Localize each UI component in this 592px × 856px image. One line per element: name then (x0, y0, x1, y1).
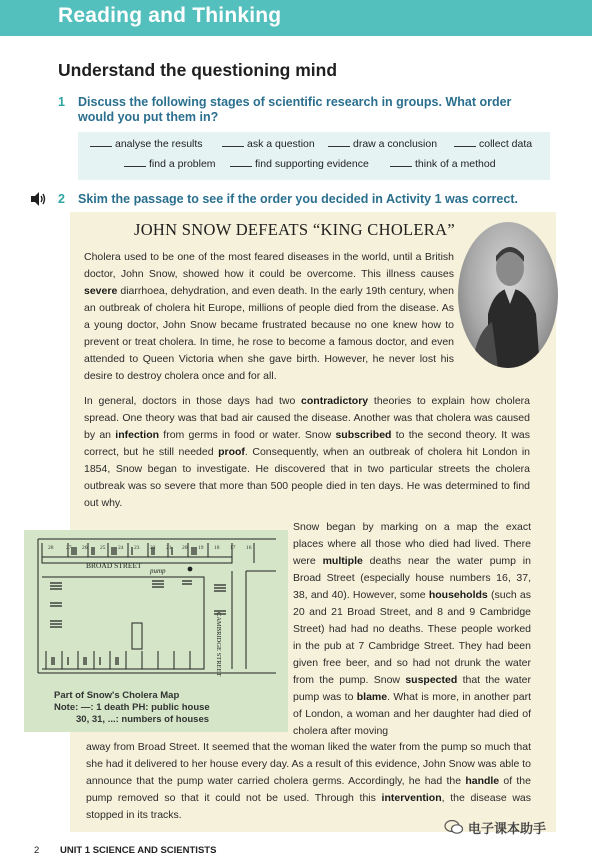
house-number: 21 (166, 545, 172, 551)
option-item (124, 158, 216, 170)
vocab-word: infection (115, 429, 160, 441)
passage-paragraph-1: Cholera used to be one of the most feared diseases in the world, until a British doctor, John Snow, showed how it could be overcome. This illness causes severe diarrhoea, dehydration, and even death. In the early 19th century, when an outbreak of cholera hit Europe, millions of people died from the disease. As a young doctor, John Snow became frustrated because no one knew how to prevent or treat cholera. In time, he rose to become a famous doctor, and even attended to Queen Victoria when she gave birth. However, he never lost his desire to destroy cholera once and for all. (84, 251, 454, 382)
question-2-text: Skim the passage to see if the order you decided in Activity 1 was correct. (78, 192, 518, 206)
john-snow-portrait (458, 222, 558, 368)
question-2-row (30, 191, 550, 209)
answer-blank[interactable] (90, 138, 112, 147)
banner-title: Reading and Thinking (58, 4, 282, 27)
unit-title: UNIT 1 SCIENCE AND SCIENTISTS (60, 845, 217, 856)
map-caption-note: Note: —: 1 death PH: public house (54, 702, 210, 713)
answer-blank[interactable] (390, 158, 412, 167)
option-item (90, 138, 203, 150)
option-item (222, 138, 315, 150)
house-number: 17 (230, 545, 236, 551)
passage-paragraph-2: In general, doctors in those days had two contradictory theories to explain how cholera spread. One theory was that bad air caused the disease. Another was that cholera was caused by an infection from germs in food or water. Snow subscribed to the second theory. It was correct, but he still needed proof. Consequently, when an outbreak of cholera hit London in 1854, Snow began to investigate. He discovered that in two particular streets the cholera outbreak was so severe that more than 500 people died in ten days. He was determined to find out why. (84, 395, 531, 509)
answer-blank[interactable] (222, 138, 244, 147)
option-label: analyse the results (115, 138, 203, 150)
broad-street-label: BROAD STREET (86, 561, 142, 570)
house-number: 19 (198, 545, 204, 551)
house-number: 28 (48, 545, 54, 551)
question-2-number: 2 (58, 192, 65, 206)
map-caption-houses: 30, 31, ...: numbers of houses (76, 714, 210, 725)
house-number: 22 (150, 545, 156, 551)
section-title: Understand the questioning mind (58, 60, 338, 80)
house-number: 27 (66, 545, 72, 551)
vocab-word: subscribed (335, 429, 392, 441)
header-banner (0, 0, 592, 36)
question-1-number: 1 (58, 95, 65, 109)
house-number: 20 (182, 545, 188, 551)
option-item (328, 138, 437, 150)
speaker-icon[interactable] (30, 192, 46, 206)
option-item (230, 158, 369, 170)
answer-blank[interactable] (230, 158, 252, 167)
house-number-row (44, 545, 274, 555)
map-caption (54, 690, 210, 726)
option-label: find supporting evidence (255, 158, 369, 170)
house-number: 26 (82, 545, 88, 551)
house-number: 24 (118, 545, 124, 551)
vocab-word: severe (84, 285, 118, 297)
house-number: 18 (214, 545, 220, 551)
wechat-icon (444, 820, 464, 834)
option-label: draw a conclusion (353, 138, 438, 150)
house-number: 23 (134, 545, 140, 551)
house-number: 16 (246, 545, 252, 551)
passage-title: JOHN SNOW DEFEATS “KING CHOLERA” (134, 220, 455, 239)
pump-label: pump (150, 567, 166, 575)
cholera-map-drawing (32, 533, 282, 683)
vocab-word: blame (356, 691, 388, 703)
page-number: 2 (34, 845, 40, 856)
question-1-text: Discuss the following stages of scientific research in groups. What order would you put them in? (78, 95, 512, 124)
answer-blank[interactable] (124, 158, 146, 167)
vocab-word: multiple (322, 555, 363, 567)
passage-paragraph-4: away from Broad Street. It seemed that the woman liked the water from the pump so much that she had it delivered to her house every day. As a result of this evidence, John Snow was able to announce that the pump water carried cholera germs. Accordingly, he had the handle of the pump removed so that it could not be used. Through this intervention, the disease was stopped in its tracks. (86, 741, 531, 821)
vocab-word: handle (465, 775, 500, 787)
map-caption-title: Part of Snow's Cholera Map (54, 690, 180, 701)
option-item (390, 158, 496, 170)
watermark-text: 电子课本助手 (468, 821, 547, 836)
option-label: ask a question (247, 138, 315, 150)
option-label: find a problem (149, 158, 216, 170)
vocab-word: contradictory (301, 395, 369, 407)
answer-blank[interactable] (454, 138, 476, 147)
option-label: collect data (479, 138, 533, 150)
option-item (454, 138, 532, 150)
passage-paragraph-3: Snow began by marking on a map the exact places where all those who died had lived. There were multiple deaths near the water pump in Broad Street (especially house numbers 16, 37, 38, and 40). However, some households (such as 20 and 21 Broad Street, and 8 and 9 Cambridge Street) had had no deaths. These people worked in the pub at 7 Cambridge Street. They had been given free beer, and so had not drunk the water from the pump. Snow suspected that the water pump was to blame. What is more, in another part of London, a woman and her daughter had died of cholera after moving (293, 521, 531, 737)
house-number: 25 (100, 545, 106, 551)
vocab-word: suspected (405, 674, 458, 686)
stages-options-box (78, 132, 550, 180)
vocab-word: households (428, 589, 488, 601)
cambridge-street-label: CAMBRIDGE STREET (215, 612, 222, 677)
option-label: think of a method (415, 158, 496, 170)
vocab-word: proof (218, 446, 245, 458)
answer-blank[interactable] (328, 138, 350, 147)
vocab-word: intervention (381, 792, 442, 804)
